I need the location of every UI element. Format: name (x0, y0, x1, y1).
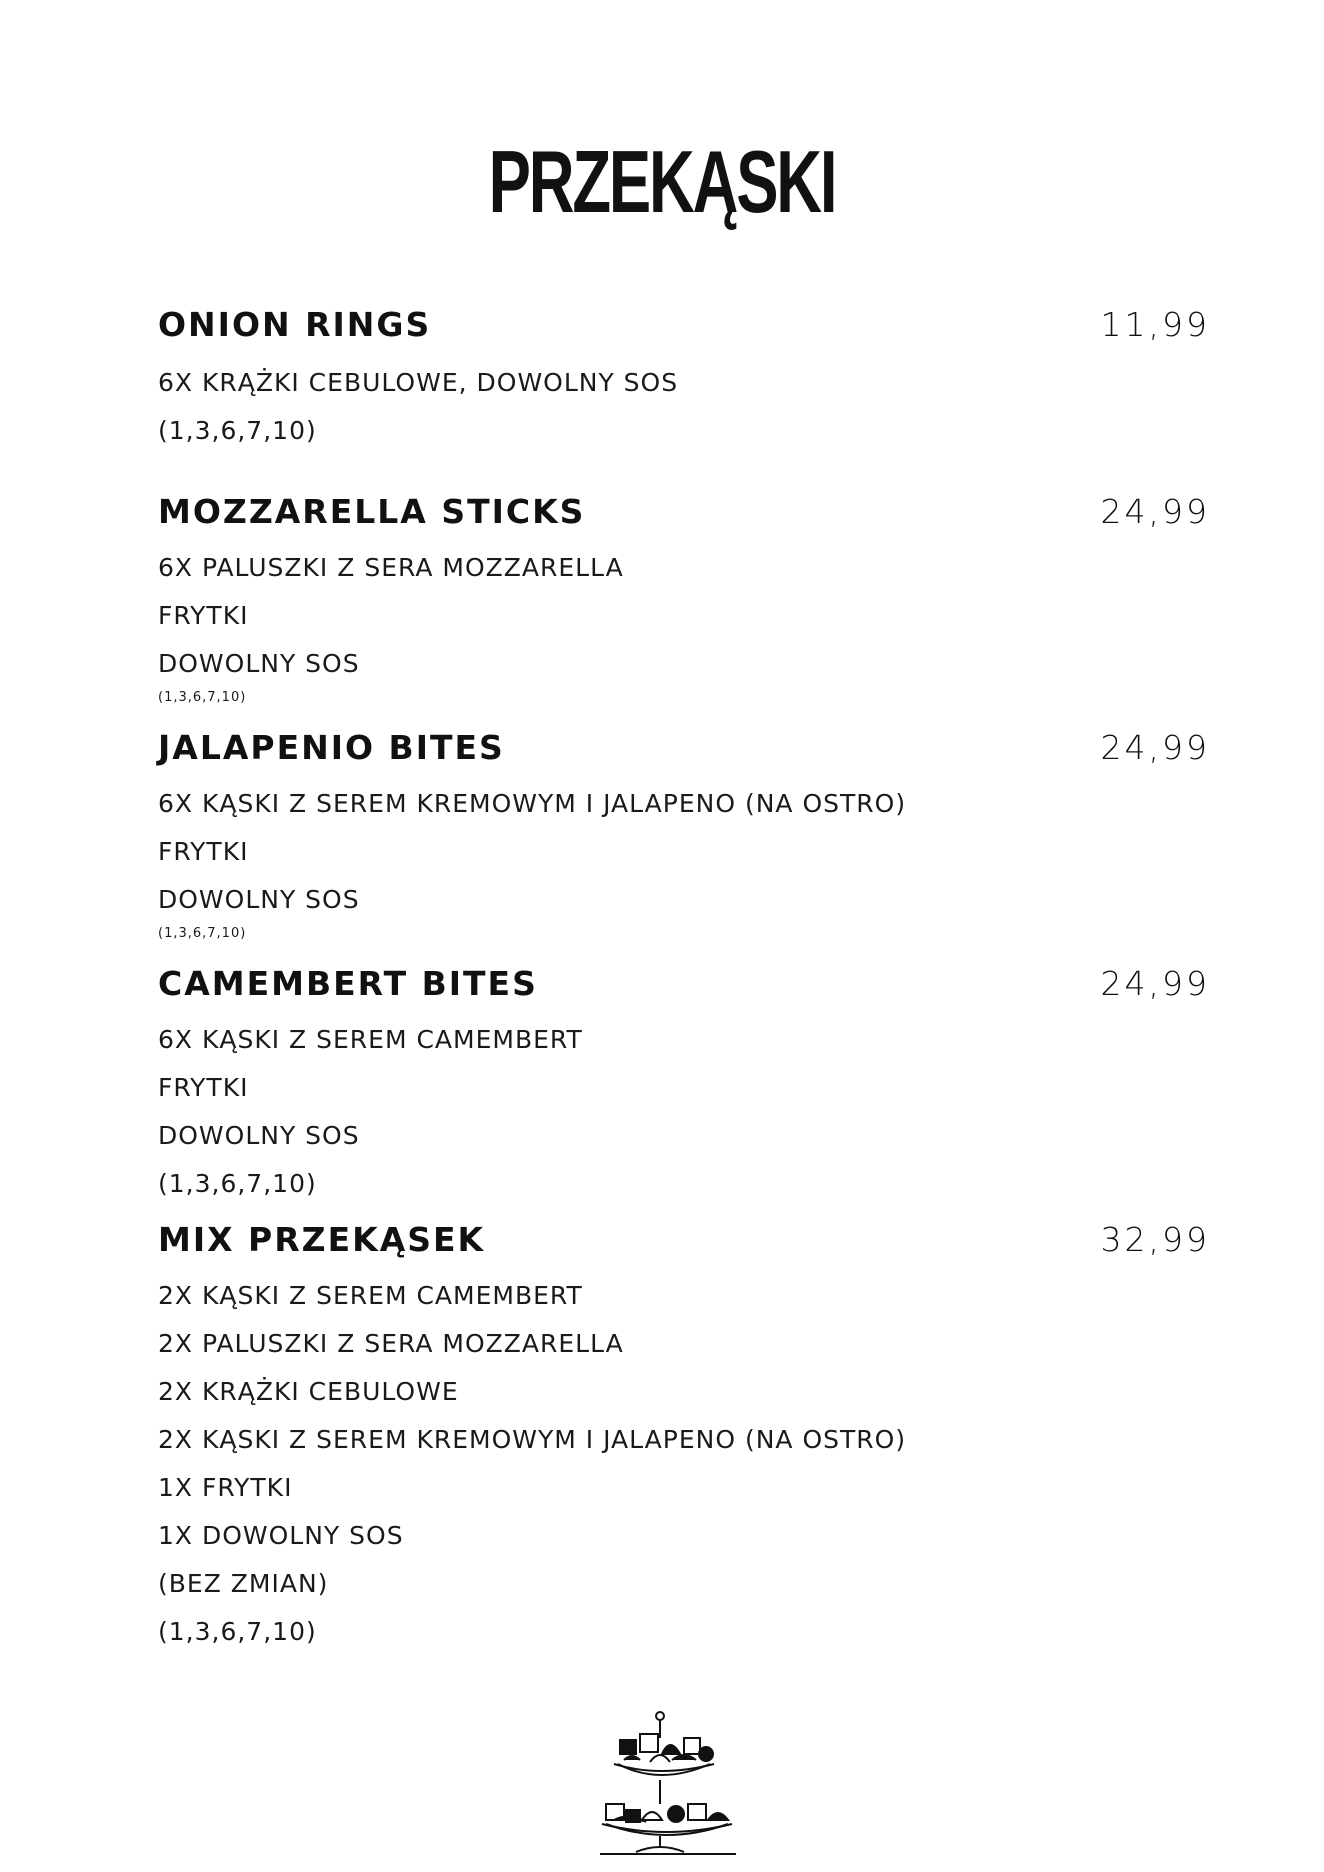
page-title: PRZEKĄSKI (488, 132, 836, 231)
item-name: MIX PRZEKĄSEK (158, 1220, 486, 1259)
item-price: 32,99 (1100, 1220, 1210, 1259)
item-allergens: (1,3,6,7,10) (158, 1169, 317, 1198)
item-note: (BEZ ZMIAN) (158, 1569, 329, 1598)
item-allergens: (1,3,6,7,10) (158, 1617, 317, 1646)
item-description-line: FRYTKI (158, 837, 249, 866)
item-allergens: (1,3,6,7,10) (158, 690, 247, 705)
item-name: MOZZARELLA STICKS (158, 492, 586, 531)
item-description-line: 6X KRĄŻKI CEBULOWE, DOWOLNY SOS (158, 368, 679, 397)
item-description-line: DOWOLNY SOS (158, 649, 360, 678)
item-price: 24,99 (1100, 492, 1210, 531)
item-price: 11,99 (1100, 305, 1210, 344)
item-allergens: (1,3,6,7,10) (158, 926, 247, 941)
item-description-line: DOWOLNY SOS (158, 885, 360, 914)
item-description-line: FRYTKI (158, 1073, 249, 1102)
item-description-line: DOWOLNY SOS (158, 1121, 360, 1150)
item-name: ONION RINGS (158, 305, 432, 344)
item-description-line: 6X KĄSKI Z SEREM CAMEMBERT (158, 1025, 583, 1054)
item-price: 24,99 (1100, 964, 1210, 1003)
item-description-line: 2X KRĄŻKI CEBULOWE (158, 1377, 459, 1406)
cake-stand-icon (600, 1708, 736, 1858)
item-price: 24,99 (1100, 728, 1210, 767)
item-description-line: 1X DOWOLNY SOS (158, 1521, 404, 1550)
item-description-line: 6X KĄSKI Z SEREM KREMOWYM I JALAPENO (NA OSTRO) (158, 789, 907, 818)
item-name: CAMEMBERT BITES (158, 964, 538, 1003)
item-description-line: 2X PALUSZKI Z SERA MOZZARELLA (158, 1329, 624, 1358)
menu-item-mix-przekasek (158, 1220, 1210, 1656)
item-description-line: 6X PALUSZKI Z SERA MOZZARELLA (158, 553, 624, 582)
menu-item-camembert-bites (158, 964, 1210, 1208)
menu-item-jalapenio-bites (158, 728, 1210, 944)
menu-item-onion-rings (158, 305, 1210, 455)
item-name: JALAPENIO BITES (158, 728, 505, 767)
item-allergens: (1,3,6,7,10) (158, 416, 317, 445)
item-description-line: FRYTKI (158, 601, 249, 630)
menu-item-mozzarella-sticks (158, 492, 1210, 708)
item-description-line: 2X KĄSKI Z SEREM CAMEMBERT (158, 1281, 583, 1310)
item-description-line: 2X KĄSKI Z SEREM KREMOWYM I JALAPENO (NA OSTRO) (158, 1425, 907, 1454)
item-description-line: 1X FRYTKI (158, 1473, 293, 1502)
